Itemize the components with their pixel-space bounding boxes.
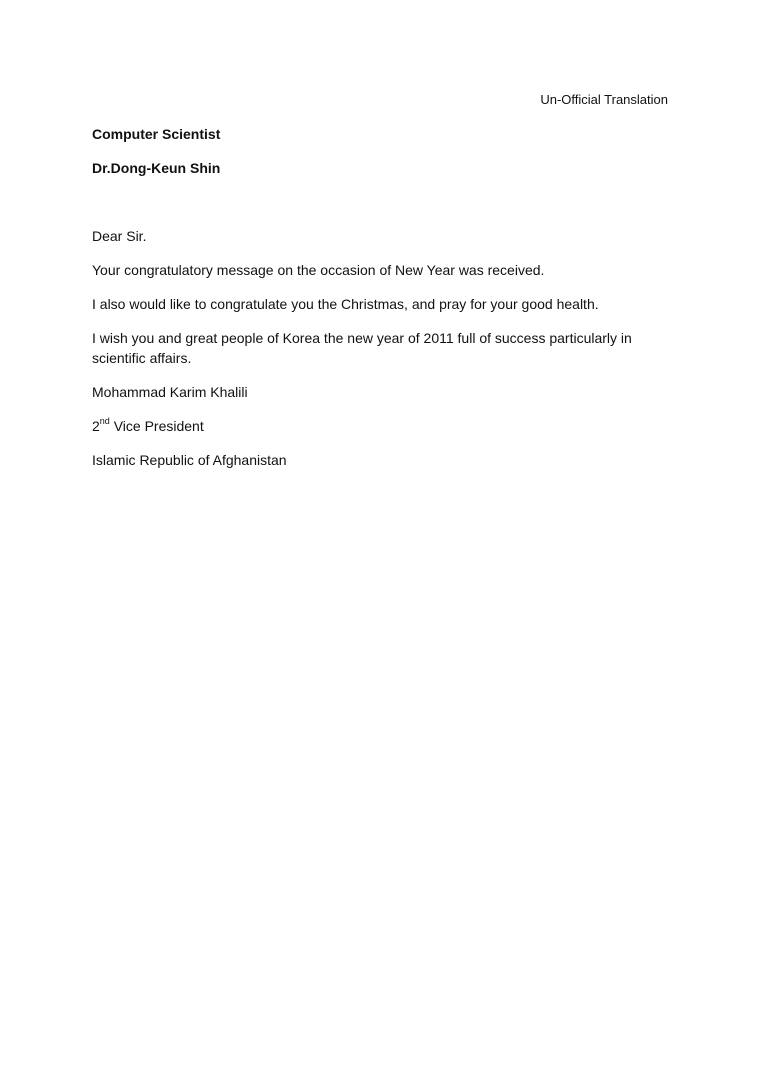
translation-note: Un-Official Translation xyxy=(540,92,668,107)
letter-content xyxy=(92,124,662,484)
spacer xyxy=(92,178,662,226)
position-number: 2 xyxy=(92,418,100,434)
salutation: Dear Sir. xyxy=(92,228,147,244)
position-title: Vice President xyxy=(109,418,204,434)
signature-country: Islamic Republic of Afghanistan xyxy=(92,452,287,468)
addressee-title: Computer Scientist xyxy=(92,126,221,142)
position-suffix: nd xyxy=(99,416,110,427)
paragraph-3: I wish you and great people of Korea the new year of 2011 full of success particularly in scientific affairs. xyxy=(92,330,632,366)
paragraph-2: I also would like to congratulate you the Christmas, and pray for your good health. xyxy=(92,296,599,312)
signature-position xyxy=(92,416,662,436)
addressee-name: Dr.Dong-Keun Shin xyxy=(92,160,221,176)
signature-name: Mohammad Karim Khalili xyxy=(92,384,248,400)
paragraph-1: Your congratulatory message on the occasion of New Year was received. xyxy=(92,262,545,278)
